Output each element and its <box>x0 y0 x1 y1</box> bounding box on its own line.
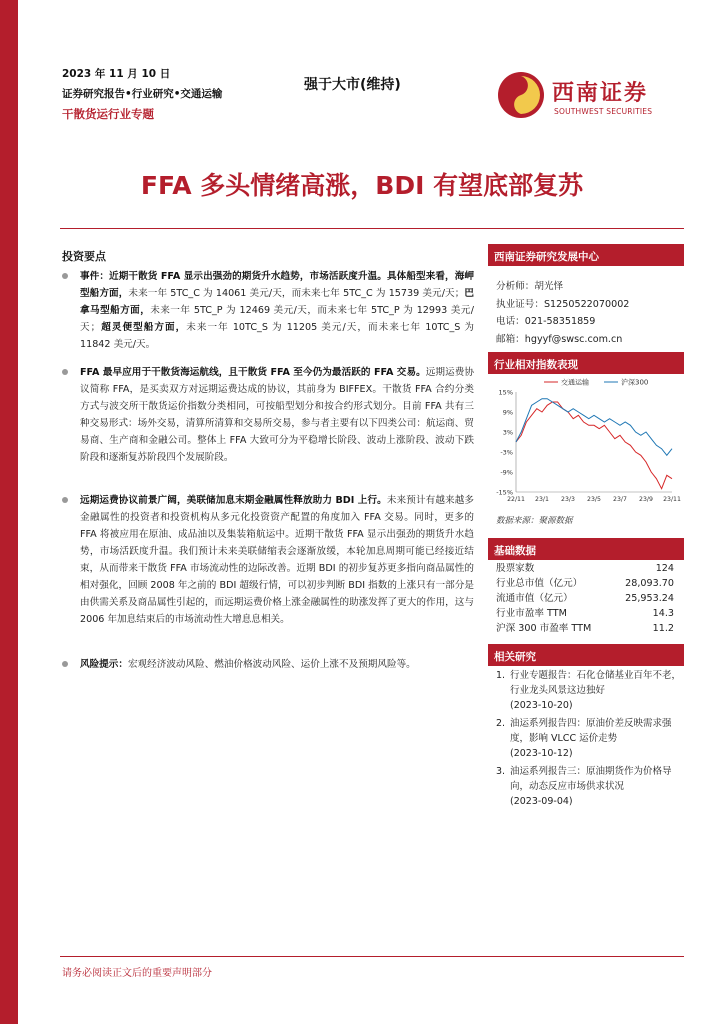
report-title: FFA 多头情绪高涨，BDI 有望底部复苏 <box>140 171 584 200</box>
bullet-ffa-origin-body: 远期运费协议简称 FFA，是买卖双方对远期运费达成的协议，其前身为 BIFFEX。干散货 FFA 合约分类方式与波交所干散货运价指数分类相同，可按船型划分和按合约形式划分。目前 FFA 共有三种交易形式：场外交易，清算所清算和交易所交易，参与者主要有以下四类公司：航运商、贸易商、生产商和金融公司。整体上 FFA 大致可分为平稳增长阶段、波动上涨阶段、波动下跌阶段和逐渐复苏阶段四个发展阶段。 <box>80 367 474 463</box>
bullet-event-body1: 未来一年 5TC_C 为 14061 美元/天，而未来七年 5TC_C 为 15739 美元/天； <box>128 288 465 299</box>
southwest-securities-logo <box>496 70 686 120</box>
chart-y-tick-label: 9% <box>502 408 513 417</box>
chart-x-tick-label: 23/5 <box>587 496 601 503</box>
chart-legend-label: 交通运输 <box>561 378 589 387</box>
industry-rating: 强于大市(维持) <box>304 77 401 93</box>
related-research-number: 2. <box>496 718 506 729</box>
chart-y-tick-label: -15% <box>496 488 513 497</box>
bullet-dot-icon <box>62 497 68 503</box>
basic-data-row <box>496 576 674 591</box>
related-research-title: 油运系列报告四：原油价差反映需求强度，影响 VLCC 运价走势 <box>510 718 672 744</box>
chart-x-tick-label: 23/7 <box>613 496 627 503</box>
title-divider <box>60 228 684 229</box>
bullet-ffa-outlook-body: 未来预计有越来越多金融属性的投资者和投资机构从多元化投资资产配置的角度加入 FFA 交易。同时，更多的 FFA 将被应用在原油、成品油以及集装箱航运中。近期干散货 FFA 显示出强劲的期货升水趋势，市场活跃度升温。我们预计未来美联储缩表会逐渐放缓，本轮加息周期可能已经接近结束，从而带来干散货 FFA 市场流动性的边际改善。近期 BDI 的初步复苏更多指向商品属性的相对强化，回顾 2008 年之前的 BDI 超级行情，可以初步判断 BDI 指数的上涨只有一部分是由供需关系及商品属性引起的，而远期运费价格上涨金融属性的助涨发挥了更大的作用，这与 2006 年加息结束后的市场流动性大增息息相关。 <box>80 495 475 625</box>
analyst-cert: 执业证号：S1250522070002 <box>496 298 630 310</box>
basic-data-value: 25,953.24 <box>625 593 674 604</box>
basic-data-value: 11.2 <box>652 623 674 634</box>
chart-x-tick-label: 23/9 <box>639 496 653 503</box>
basic-data-row <box>496 606 674 621</box>
related-research-date: (2023-10-20) <box>510 700 573 711</box>
bullet-event-lead3: 超灵便型船方面， <box>100 322 187 333</box>
bullet-risk <box>62 656 474 673</box>
analyst-phone: 电话：021-58351859 <box>496 316 596 327</box>
bullet-ffa-outlook <box>62 492 474 628</box>
related-research-date: (2023-09-04) <box>510 796 573 807</box>
bullet-ffa-outlook-lead: 远期运费协议前景广阔，美联储加息末期金融属性释放助力 BDI 上行。 <box>80 495 387 506</box>
chart-series-line-hs300 <box>516 399 672 456</box>
related-research-item[interactable] <box>496 764 682 809</box>
related-research-header: 相关研究 <box>488 644 684 666</box>
basic-data-table <box>496 561 674 636</box>
chart-x-tick-label: 23/11 <box>663 496 681 503</box>
bullet-event-body3: 未来一年 10TC_S 为 11205 美元/天，而未来七年 10TC_S 为 11842 美元/天。 <box>80 322 475 350</box>
analyst-name: 分析师：胡光怿 <box>496 281 564 292</box>
bullet-event-lead: 事件：近期干散货 FFA 显示出强劲的期货升水趋势，市场活跃度升温。具体船型来看，海岬型船方面， <box>80 271 474 299</box>
basic-data-label: 流通市值（亿元） <box>496 593 573 604</box>
relative-index-chart <box>486 374 684 524</box>
research-center-header: 西南证券研究发展中心 <box>488 244 684 266</box>
related-research-number: 1. <box>496 670 506 681</box>
basic-data-header: 基础数据 <box>488 538 684 560</box>
chart-y-tick-label: -9% <box>500 468 513 477</box>
related-research-item[interactable] <box>496 668 682 713</box>
chart-x-tick-label: 23/1 <box>535 496 549 503</box>
chart-section-header: 行业相对指数表现 <box>488 352 684 374</box>
basic-data-row <box>496 561 674 576</box>
bullet-risk-body: 宏观经济波动风险、燃油价格波动风险、运价上涨不及预期风险等。 <box>127 659 416 670</box>
basic-data-label: 行业市盈率 TTM <box>496 608 567 619</box>
basic-data-label: 行业总市值（亿元） <box>496 578 583 589</box>
related-research-title: 行业专题报告：石化仓储基业百年不老，行业龙头风景这边独好 <box>510 670 682 696</box>
basic-data-value: 14.3 <box>652 608 674 619</box>
footer-divider <box>60 956 684 957</box>
report-type: 证券研究报告•行业研究•交通运输 <box>62 88 223 100</box>
bullet-dot-icon <box>62 369 68 375</box>
analyst-email[interactable]: 邮箱：hgyyf@swsc.com.cn <box>496 333 623 345</box>
chart-y-tick-label: 3% <box>502 428 513 437</box>
chart-legend-label: 沪深300 <box>621 378 649 387</box>
basic-data-value: 124 <box>655 563 674 574</box>
relative-index-chart-svg <box>486 374 684 514</box>
logo-name-en: SOUTHWEST SECURITIES <box>554 107 653 116</box>
related-research-item[interactable] <box>496 716 682 761</box>
related-research-title: 油运系列报告三：原油期货作为价格导向，动态反应市场供求状况 <box>510 766 672 792</box>
chart-x-tick-label: 23/3 <box>561 496 575 503</box>
bullet-dot-icon <box>62 661 68 667</box>
bullet-ffa-origin <box>62 364 474 466</box>
analyst-info <box>496 278 629 348</box>
chart-source: 数据来源：聚源数据 <box>496 516 573 526</box>
chart-x-tick-label: 22/11 <box>507 496 525 503</box>
related-research-list <box>496 668 682 812</box>
basic-data-value: 28,093.70 <box>625 578 674 589</box>
logo-emblem-icon <box>496 70 546 120</box>
bullet-ffa-origin-lead: FFA 最早应用于干散货海运航线，且干散货 FFA 至今仍为最活跃的 FFA 交易。 <box>80 367 426 378</box>
report-date: 2023 年 11 月 10 日 <box>62 68 171 80</box>
related-research-number: 3. <box>496 766 506 777</box>
bullet-event <box>62 268 474 353</box>
basic-data-label: 股票家数 <box>496 563 535 574</box>
bullet-event-lead2: 巴拿马型船方面， <box>80 288 475 316</box>
logo-name-cn: 西南证券 <box>552 80 649 106</box>
related-research-date: (2023-10-12) <box>510 748 573 759</box>
report-topic: 干散货运行业专题 <box>62 107 154 121</box>
chart-y-tick-label: -3% <box>500 448 513 457</box>
bullet-dot-icon <box>62 273 68 279</box>
basic-data-row <box>496 621 674 636</box>
footer-disclaimer: 请务必阅读正文后的重要声明部分 <box>62 968 212 979</box>
basic-data-row <box>496 591 674 606</box>
basic-data-label: 沪深 300 市盈率 TTM <box>496 623 592 634</box>
bullet-event-body2: 未来一年 5TC_P 为 12469 美元/天，而未来七年 5TC_P 为 12993 美元/天； <box>80 305 475 333</box>
bullet-risk-lead: 风险提示： <box>80 659 128 670</box>
section-title-investment-points: 投资要点 <box>62 250 106 263</box>
left-accent-bar <box>0 0 18 1024</box>
chart-y-tick-label: 15% <box>498 388 513 397</box>
